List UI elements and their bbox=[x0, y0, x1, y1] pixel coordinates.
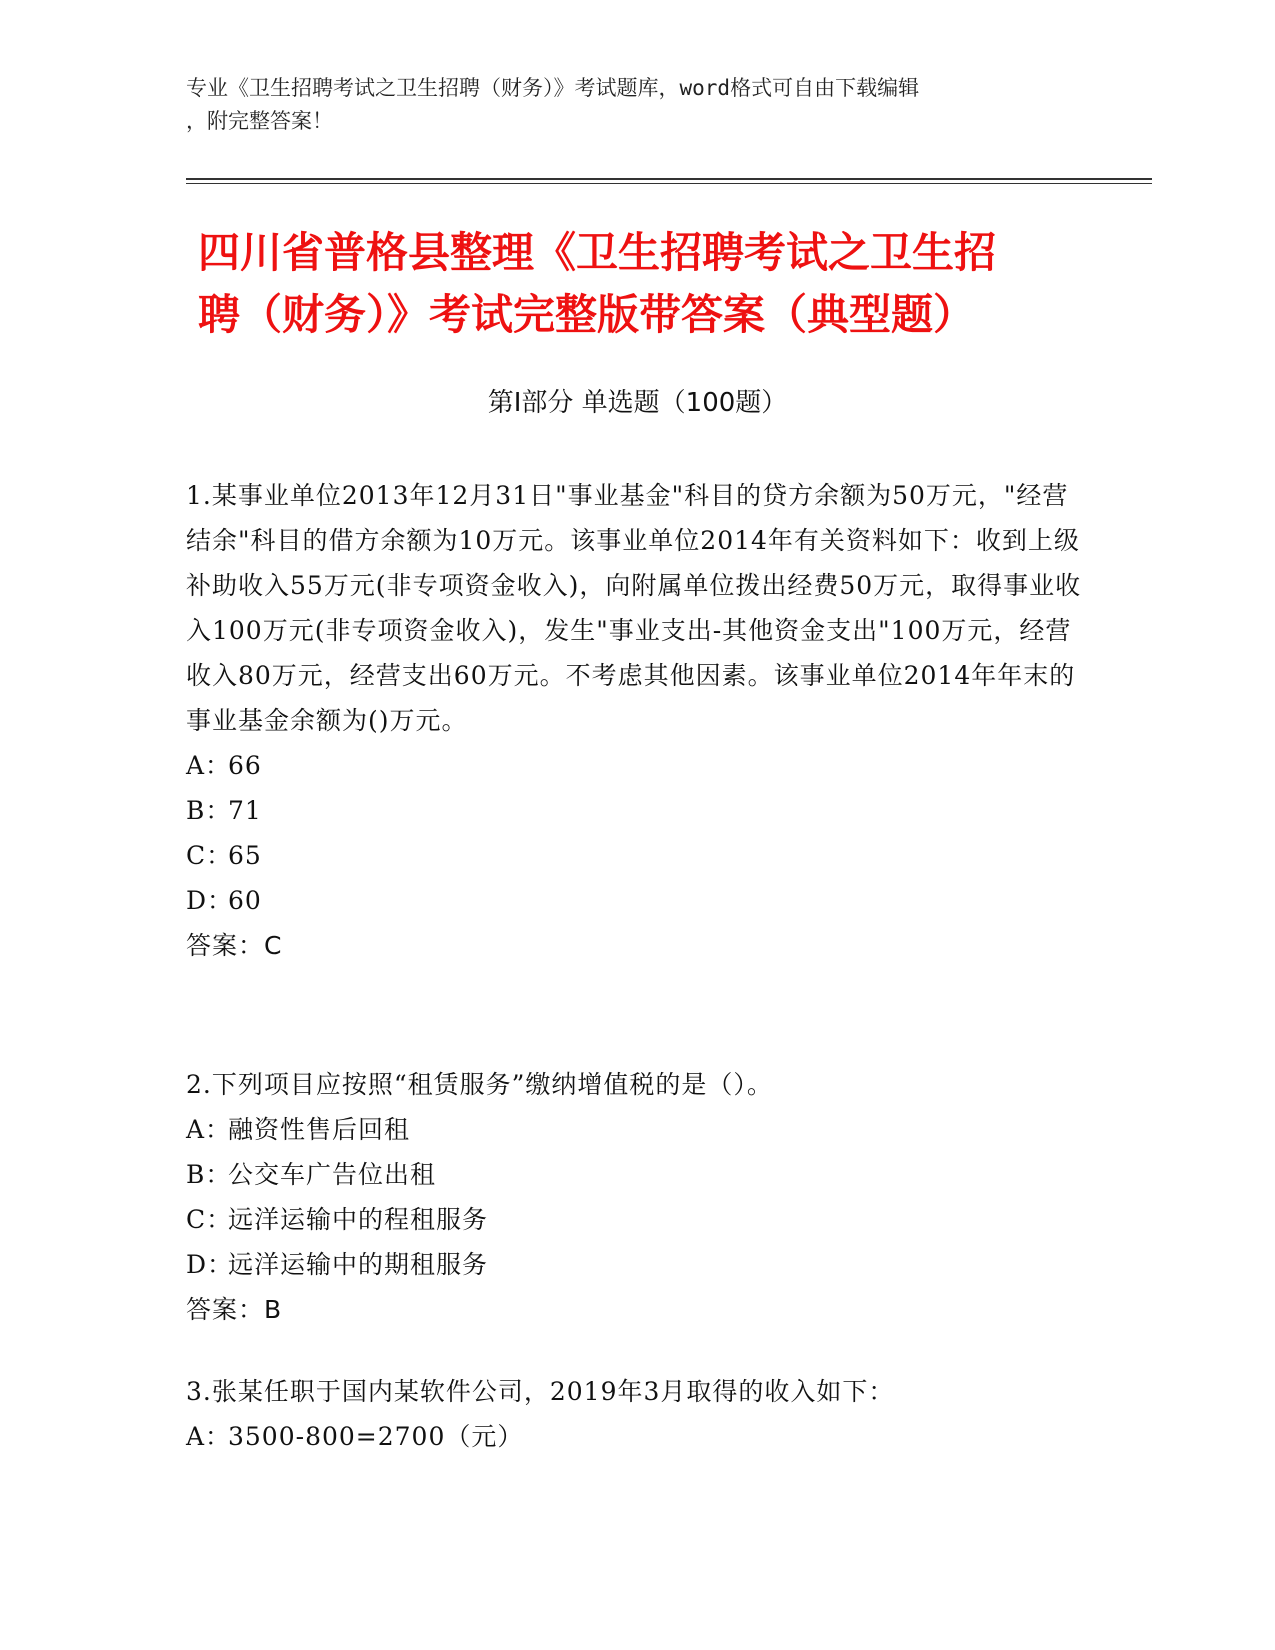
option-text: 远洋运输中的程租服务 bbox=[228, 1205, 489, 1234]
question-stem: 1.某事业单位2013年12月31日"事业基金"科目的贷方余额为50万元，"经营结余"科目的借方余额为10万元。该事业单位2014年有关资料如下：收到上级补助收入55万元(非专项资金收入)，向附属单位拨出经费50万元，取得事业收入100万元(非专项资金收入)，发生"事业支出-其他资金支出"100万元，经营收入80万元，经营支出60万元。不考虑其他因素。该事业单位2014年年末的事业基金余额为()万元。 bbox=[186, 481, 1082, 735]
option-text: 融资性售后回租 bbox=[228, 1115, 411, 1144]
header-note bbox=[186, 72, 1086, 138]
answer-line: 答案：B bbox=[186, 1295, 283, 1324]
option-text: 65 bbox=[228, 841, 262, 870]
option-key: C： bbox=[186, 1205, 233, 1234]
option-text: 66 bbox=[228, 751, 262, 780]
option-c bbox=[186, 833, 1086, 878]
option-key: C： bbox=[186, 841, 233, 870]
option-text: 公交车广告位出租 bbox=[228, 1160, 437, 1189]
question-stem: 2.下列项目应按照“租赁服务”缴纳增值税的是（）。 bbox=[186, 1070, 773, 1099]
option-key: B： bbox=[186, 796, 232, 825]
option-a bbox=[186, 1107, 1086, 1152]
header-note-line-2: ，附完整答案！ bbox=[186, 109, 333, 133]
question-1 bbox=[186, 473, 1086, 968]
option-a bbox=[186, 1414, 1086, 1459]
document-title-line-1: 四川省普格县整理《卫生招聘考试之卫生招 bbox=[198, 228, 997, 277]
option-key: A： bbox=[186, 1115, 232, 1144]
option-b bbox=[186, 1152, 1086, 1197]
header-note-line-1: 专业《卫生招聘考试之卫生招聘（财务）》考试题库，word格式可自由下载编辑 bbox=[186, 76, 920, 100]
option-c bbox=[186, 1197, 1086, 1242]
question-stem: 3.张某任职于国内某软件公司，2019年3月取得的收入如下： bbox=[186, 1377, 895, 1406]
option-key: D： bbox=[186, 886, 234, 915]
header-divider-thin bbox=[186, 183, 1152, 184]
option-key: A： bbox=[186, 751, 232, 780]
section-heading: 第Ⅰ部分 单选题（100题） bbox=[487, 388, 788, 418]
option-b bbox=[186, 788, 1086, 833]
option-key: B： bbox=[186, 1160, 232, 1189]
header-divider-thick bbox=[186, 178, 1152, 180]
question-2 bbox=[186, 1062, 1086, 1332]
option-key: A： bbox=[186, 1422, 232, 1451]
option-d bbox=[186, 1242, 1086, 1287]
answer-line: 答案：C bbox=[186, 931, 283, 960]
document-title-line-2: 聘（财务）》考试完整版带答案（典型题） bbox=[198, 290, 976, 339]
option-text: 3500-800=2700（元） bbox=[228, 1422, 524, 1451]
option-text: 71 bbox=[228, 796, 262, 825]
document-title bbox=[198, 222, 1098, 346]
option-text: 60 bbox=[228, 886, 262, 915]
option-key: D： bbox=[186, 1250, 234, 1279]
option-text: 远洋运输中的期租服务 bbox=[228, 1250, 489, 1279]
option-a bbox=[186, 743, 1086, 788]
question-3 bbox=[186, 1369, 1086, 1459]
option-d bbox=[186, 878, 1086, 923]
